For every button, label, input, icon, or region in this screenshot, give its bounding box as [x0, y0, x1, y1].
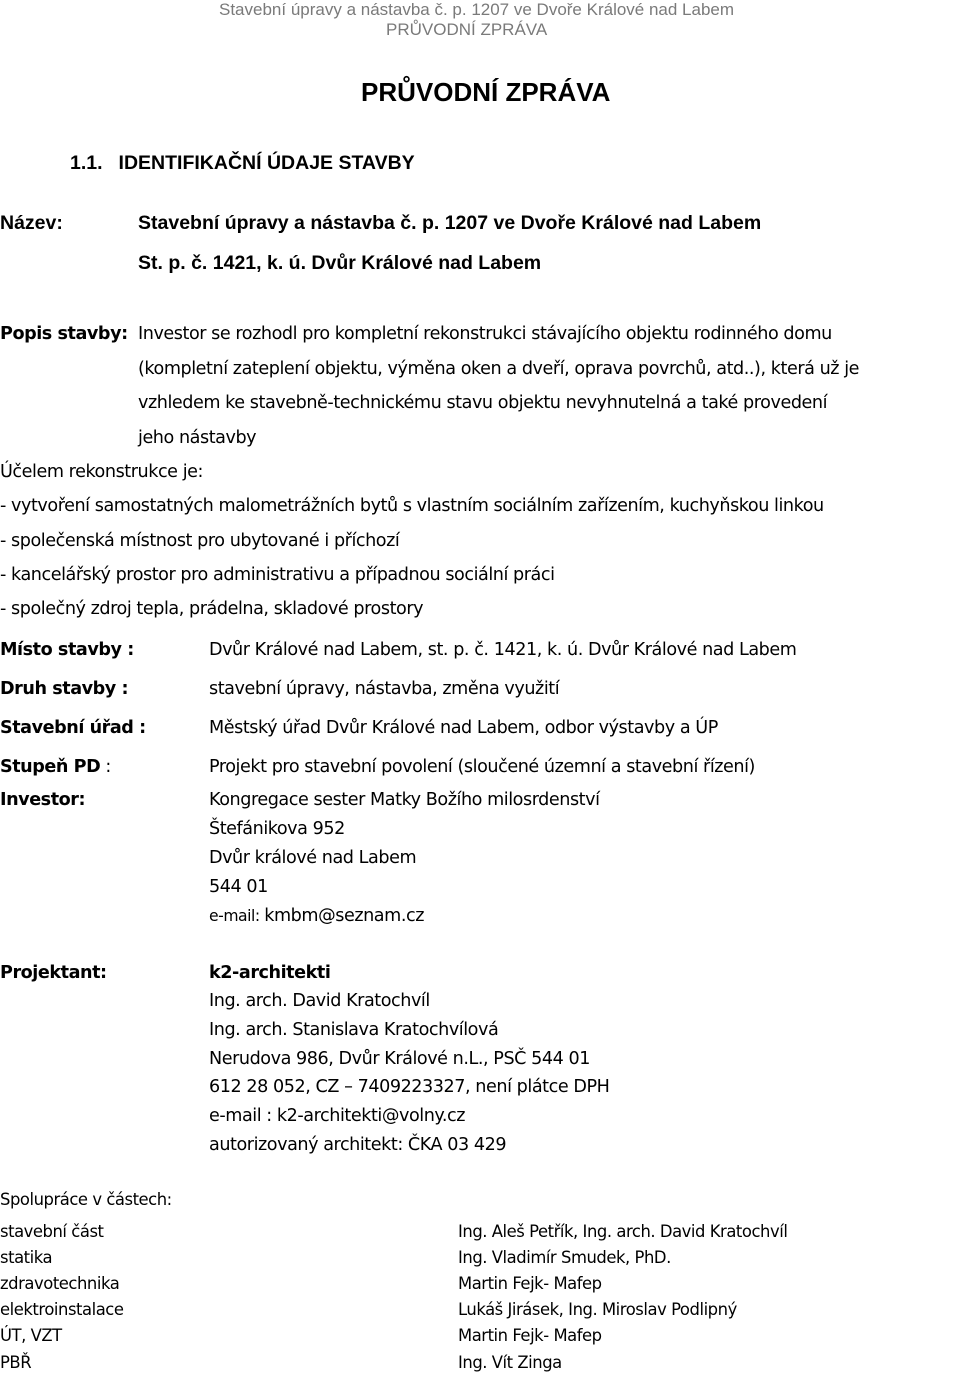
spoluprace-person: Ing. Vít Zinga — [458, 1353, 562, 1372]
spoluprace-person: Lukáš Jirásek, Ing. Miroslav Podlipný — [458, 1300, 737, 1319]
section-heading — [70, 151, 415, 175]
spoluprace-part: zdravotechnika — [0, 1274, 120, 1293]
section-title: IDENTIFIKAČNÍ ÚDAJE STAVBY — [118, 152, 415, 174]
spoluprace-part: statika — [0, 1248, 53, 1267]
druh-value: stavební úpravy, nástavba, změna využití — [209, 679, 560, 699]
ucel-item: - společenská místnost pro ubytované i příchozí — [0, 531, 400, 551]
running-header-subtitle: PRŮVODNÍ ZPRÁVA — [386, 20, 548, 39]
projektant-authorization: autorizovaný architekt: ČKA 03 429 — [209, 1135, 507, 1155]
projektant-address: Nerudova 986, Dvůr Králové n.L., PSČ 544 01 — [209, 1049, 591, 1069]
urad-label: Stavební úřad : — [0, 718, 146, 738]
misto-label: Místo stavby : — [0, 640, 134, 660]
projektant-label: Projektant: — [0, 963, 107, 983]
spoluprace-part: ÚT, VZT — [0, 1326, 62, 1345]
stupen-label — [0, 756, 111, 778]
investor-email[interactable]: kmbm@seznam.cz — [264, 906, 424, 926]
popis-line: Investor se rozhodl pro kompletní rekonstrukci stávajícího objektu rodinného domu — [138, 324, 832, 344]
misto-value: Dvůr Králové nad Labem, st. p. č. 1421, k. ú. Dvůr Králové nad Labem — [209, 640, 797, 660]
spoluprace-title: Spolupráce v částech: — [0, 1190, 172, 1209]
spoluprace-part: elektroinstalace — [0, 1300, 124, 1319]
stupen-label-text: Stupeň PD — [0, 757, 101, 777]
nazev-value-line2: St. p. č. 1421, k. ú. Dvůr Králové nad Labem — [138, 252, 542, 274]
projektant-person: Ing. arch. David Kratochvíl — [209, 991, 430, 1011]
popis-line: jeho nástavby — [138, 428, 257, 448]
ucel-item: - vytvoření samostatných malometrážních bytů s vlastním sociálním zařízením, kuchyňskou linkou — [0, 496, 824, 516]
investor-city: Dvůr králové nad Labem — [209, 848, 417, 868]
popis-line: vzhledem ke stavebně-technickému stavu objektu nevyhnutelná a také provedení — [138, 393, 828, 413]
projektant-email[interactable]: e-mail : k2-architekti@volny.cz — [209, 1106, 466, 1126]
ucel-item: - kancelářský prostor pro administrativu a případnou sociální práci — [0, 565, 555, 585]
spoluprace-person: Martin Fejk- Mafep — [458, 1274, 602, 1293]
stupen-label-suffix: : — [100, 757, 111, 777]
stupen-value: Projekt pro stavební povolení (sloučené územní a stavební řízení) — [209, 757, 755, 777]
nazev-value-line1: Stavební úpravy a nástavba č. p. 1207 ve Dvoře Králové nad Labem — [138, 212, 762, 234]
druh-label: Druh stavby : — [0, 679, 129, 699]
nazev-label: Název: — [0, 212, 63, 234]
investor-email-line — [209, 905, 424, 927]
ucel-item: - společný zdroj tepla, prádelna, skladové prostory — [0, 599, 424, 619]
investor-zip: 544 01 — [209, 877, 268, 897]
investor-street: Štefánikova 952 — [209, 819, 345, 839]
urad-value: Městský úřad Dvůr Králové nad Labem, odbor výstavby a ÚP — [209, 718, 718, 738]
spoluprace-person: Ing. Aleš Petřík, Ing. arch. David Kratochvíl — [458, 1222, 788, 1241]
ucel-intro: Účelem rekonstrukce je: — [0, 462, 203, 482]
projektant-ids: 612 28 052, CZ – 7409223327, není plátce DPH — [209, 1077, 610, 1097]
investor-label: Investor: — [0, 790, 86, 810]
investor-email-label: e-mail: — [209, 907, 265, 925]
section-number: 1.1. — [70, 152, 103, 174]
popis-label: Popis stavby: — [0, 324, 128, 344]
running-header-title: Stavební úpravy a nástavba č. p. 1207 ve Dvoře Králové nad Labem — [219, 0, 735, 19]
projektant-firm: k2-architekti — [209, 963, 331, 983]
page-title: PRŮVODNÍ ZPRÁVA — [361, 77, 611, 107]
spoluprace-person: Martin Fejk- Mafep — [458, 1326, 602, 1345]
popis-line: (kompletní zateplení objektu, výměna oken a dveří, oprava povrchů, atd..), která už je — [138, 359, 860, 379]
investor-name: Kongregace sester Matky Božího milosrdenství — [209, 790, 600, 810]
spoluprace-part: stavební část — [0, 1222, 104, 1241]
spoluprace-person: Ing. Vladimír Smudek, PhD. — [458, 1248, 671, 1267]
projektant-person: Ing. arch. Stanislava Kratochvílová — [209, 1020, 499, 1040]
spoluprace-part: PBŘ — [0, 1353, 32, 1372]
